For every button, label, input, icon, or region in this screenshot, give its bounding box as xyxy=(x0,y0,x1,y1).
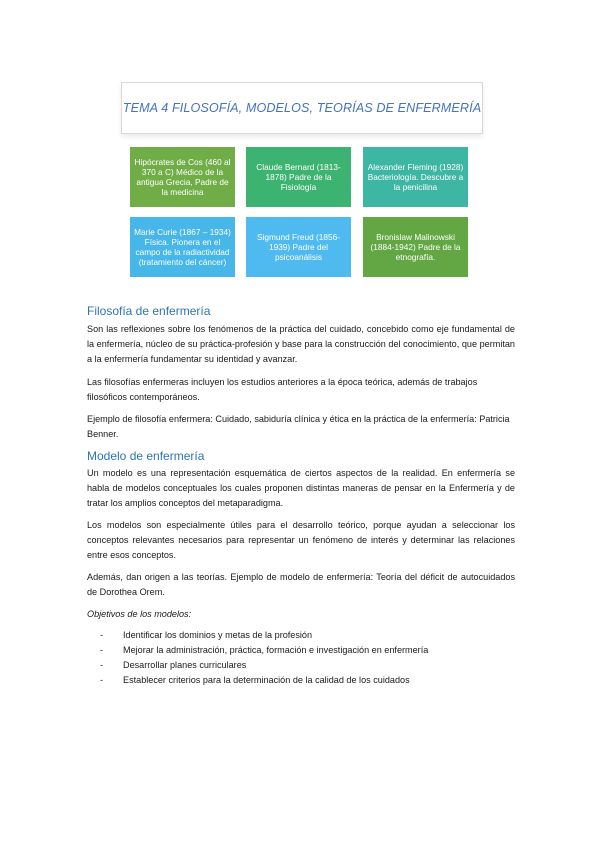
bullet: - xyxy=(100,645,104,655)
paragraph: Son las reflexiones sobre los fenómenos de la práctica del cuidado, concebido como eje fundamental de la enfermería, núcleo de su práctica-profesión y base para la construcción del conocimiento, que permitan a la enfermería fundamentar su identidad y avanzar. xyxy=(87,324,515,364)
bullet: - xyxy=(100,660,104,670)
paragraph: Además, dan origen a las teorías. Ejemplo de modelo de enfermería: Teoría del déficit de autocuidados de Dorothea Orem. xyxy=(87,572,515,597)
list-item: - Mejorar la administración, práctica, formación e investigación en enfermería xyxy=(100,643,428,658)
section-heading-modelo: Modelo de enfermería xyxy=(87,449,205,463)
paragraph: Las filosofías enfermeras incluyen los estudios anteriores a la época teórica, además de trabajos filosóficos contemporáneos. xyxy=(87,377,478,402)
card-bronislaw-malinowski: Bronislaw Malinowski (1884-1942) Padre de la etnografía. xyxy=(363,217,468,277)
list-item: - Desarrollar planes curriculares xyxy=(100,658,428,673)
objectives-list xyxy=(100,628,428,688)
card-hipocrates: Hipócrates de Cos (460 al 370 a C) Médico de la antigua Grecia, Padre de la medicina xyxy=(130,147,235,207)
bullet: - xyxy=(100,630,104,640)
list-item: - Identificar los dominios y metas de la profesión xyxy=(100,628,428,643)
section-heading-filosofia: Filosofía de enfermería xyxy=(87,304,211,318)
page-title: TEMA 4 FILOSOFÍA, MODELOS, TEORÍAS DE ENFERMERÍA xyxy=(122,101,482,115)
paragraph: Un modelo es una representación esquemática de ciertos aspectos de la realidad. En enfermería se habla de modelos conceptuales los cuales proponen distintas maneras de pensar en la Enfermería y de tratar los amplios conceptos del metaparadigma. xyxy=(87,468,515,508)
card-claude-bernard: Claude Bernard (1813-1878) Padre de la Fisiología xyxy=(246,147,351,207)
paragraph: Ejemplo de filosofía enfermera: Cuidado, sabiduría clínica y ética en la práctica de la enfermería: Patricia Benner. xyxy=(87,414,510,439)
card-marie-curie: Marie Curie (1867 – 1934) Física. Pionera en el campo de la radiactividad (tratamiento del cáncer) xyxy=(130,217,235,277)
objectives-title: Objetivos de los modelos: xyxy=(87,609,192,619)
title-box xyxy=(121,82,483,134)
card-sigmund-freud: Sigmund Freud (1856-1939) Padre del psicoanálisis xyxy=(246,217,351,277)
paragraph: Los modelos son especialmente útiles para el desarrollo teórico, porque ayudan a seleccionar los conceptos relevantes necesarios para representar un fenómeno de interés y determinar las relaciones entre esos conceptos. xyxy=(87,520,515,560)
list-item: - Establecer criterios para la determinación de la calidad de los cuidados xyxy=(100,673,428,688)
card-alexander-fleming: Alexander Fleming (1928) Bacteriología. Descubre a la penicilina xyxy=(363,147,468,207)
bullet: - xyxy=(100,675,104,685)
